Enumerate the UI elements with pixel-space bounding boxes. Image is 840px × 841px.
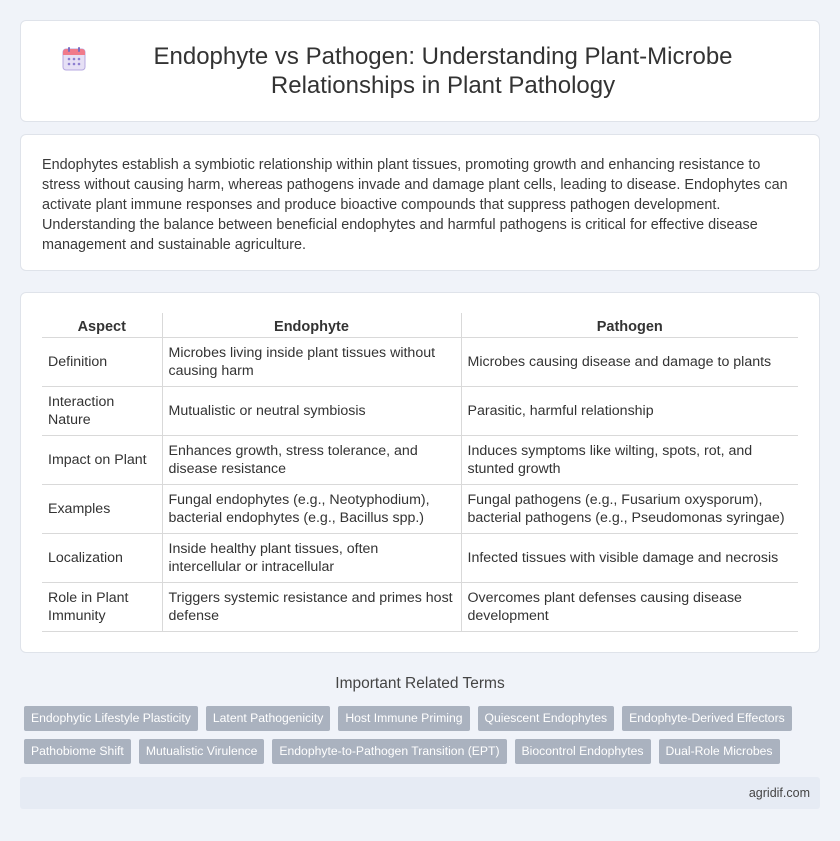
table-row <box>42 533 798 582</box>
table-cell-pathogen: Overcomes plant defenses causing disease development <box>461 582 798 631</box>
table-cell-pathogen: Induces symptoms like wilting, spots, rot, and stunted growth <box>461 435 798 484</box>
table-cell-pathogen: Parasitic, harmful relationship <box>461 386 798 435</box>
table-row <box>42 435 798 484</box>
table-card <box>20 292 820 653</box>
summary-card <box>20 134 820 271</box>
table-cell-pathogen: Infected tissues with visible damage and necrosis <box>461 533 798 582</box>
table-cell-aspect: Role in Plant Immunity <box>42 582 162 631</box>
table-cell-endophyte: Enhances growth, stress tolerance, and disease resistance <box>162 435 461 484</box>
table-cell-pathogen: Fungal pathogens (e.g., Fusarium oxysporum), bacterial pathogens (e.g., Pseudomonas syringae) <box>461 484 798 533</box>
table-cell-aspect: Definition <box>42 337 162 386</box>
related-term-tag[interactable]: Pathobiome Shift <box>24 739 131 764</box>
table-cell-endophyte: Triggers systemic resistance and primes host defense <box>162 582 461 631</box>
page-title: Endophyte vs Pathogen: Understanding Plant-Microbe Relationships in Plant Pathology <box>153 43 733 99</box>
footer-site-link[interactable]: agridif.com <box>748 786 810 800</box>
calendar-icon <box>61 46 87 72</box>
table-cell-aspect: Examples <box>42 484 162 533</box>
related-term-tag[interactable]: Host Immune Priming <box>338 706 469 731</box>
related-term-tag[interactable]: Endophyte-to-Pathogen Transition (EPT) <box>272 739 506 764</box>
related-term-tag[interactable]: Biocontrol Endophytes <box>515 739 651 764</box>
related-term-tag[interactable]: Endophytic Lifestyle Plasticity <box>24 706 198 731</box>
table-cell-aspect: Interaction Nature <box>42 386 162 435</box>
related-term-tag[interactable]: Endophyte-Derived Effectors <box>622 706 792 731</box>
table-cell-endophyte: Fungal endophytes (e.g., Neotyphodium), bacterial endophytes (e.g., Bacillus spp.) <box>162 484 461 533</box>
table-row <box>42 386 798 435</box>
related-term-tag[interactable]: Latent Pathogenicity <box>206 706 330 731</box>
comparison-table <box>42 313 798 632</box>
footer <box>20 777 820 809</box>
table-row <box>42 582 798 631</box>
related-term-tag[interactable]: Quiescent Endophytes <box>478 706 615 731</box>
table-cell-pathogen: Microbes causing disease and damage to plants <box>461 337 798 386</box>
table-header-aspect: Aspect <box>42 313 162 337</box>
table-cell-endophyte: Microbes living inside plant tissues without causing harm <box>162 337 461 386</box>
table-cell-aspect: Impact on Plant <box>42 435 162 484</box>
related-term-tag[interactable]: Mutualistic Virulence <box>139 739 265 764</box>
related-terms-title: Important Related Terms <box>335 675 505 692</box>
title-card <box>20 20 820 122</box>
table-cell-endophyte: Inside healthy plant tissues, often intercellular or intracellular <box>162 533 461 582</box>
table-header-endophyte: Endophyte <box>162 313 461 337</box>
related-terms-list <box>24 706 824 764</box>
title-wrap <box>21 42 819 100</box>
table-header-row <box>42 313 798 337</box>
summary-text: Endophytes establish a symbiotic relationship within plant tissues, promoting growth and enhancing resistance to stress without causing harm, whereas pathogens invade and damage plant cells, leading to disease. Endophytes can activate plant immune responses and produce bioactive compounds that suppress pathogen development. Understanding the balance between beneficial endophytes and harmful pathogens is critical for effective disease management and sustainable agriculture. <box>42 157 788 253</box>
table-row <box>42 337 798 386</box>
table-row <box>42 484 798 533</box>
related-term-tag[interactable]: Dual-Role Microbes <box>659 739 780 764</box>
table-cell-endophyte: Mutualistic or neutral symbiosis <box>162 386 461 435</box>
table-cell-aspect: Localization <box>42 533 162 582</box>
table-header-pathogen: Pathogen <box>461 313 798 337</box>
